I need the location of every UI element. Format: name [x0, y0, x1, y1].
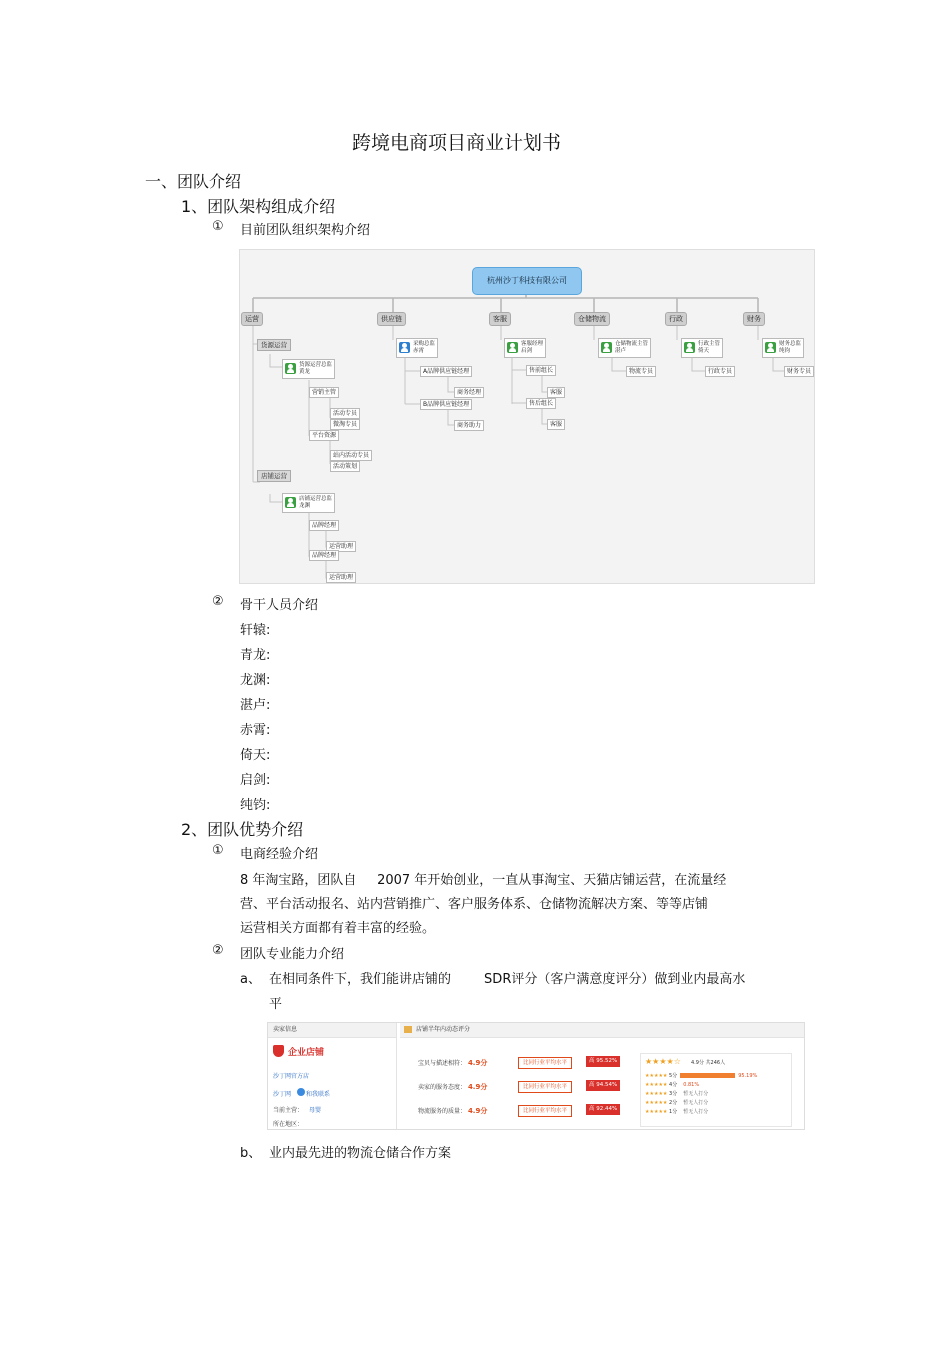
distribution-row [645, 1081, 699, 1089]
admin-staff: 行政专员 [705, 366, 735, 377]
distribution-percent: 暂无人打分 [683, 1100, 709, 1106]
member-name: 龙渊: [240, 673, 271, 688]
ops-lead-sourcing: 货源运营总监 黄龙 [282, 359, 335, 379]
member-name: 湛卢: [240, 698, 271, 713]
person-icon [765, 342, 776, 353]
logistics-staff: 物流专员 [626, 366, 656, 377]
mini-stars-icon: ★★★★★ [645, 1100, 670, 1106]
mini-stars-icon: ★★★★★ [645, 1073, 670, 1079]
person-icon [285, 497, 296, 508]
distribution-percent: 暂无人打分 [683, 1091, 709, 1097]
person-icon [285, 363, 296, 374]
ops-group-store: 店铺运营 [257, 470, 291, 482]
member-name: 纯钧: [240, 798, 271, 813]
paragraph-line: 营、平台活动报名、站内营销推广、客户服务体系、仓储物流解决方案、等等店铺 [240, 897, 709, 912]
rating-summary: 4.9分 共246人 [691, 1060, 726, 1066]
item-text: 骨干人员介绍 [240, 598, 319, 613]
contact-name[interactable]: 沙丁网 [273, 1091, 292, 1098]
item-number: ① [212, 843, 224, 858]
supply-manager: B品牌供应链经理 [420, 399, 472, 410]
category-value: 母婴 [309, 1107, 322, 1114]
member-name: 青龙: [240, 648, 271, 663]
distribution-percent: 0.81% [683, 1082, 700, 1088]
item-number: ① [212, 219, 224, 234]
dsr-label: 物流服务的质量： [418, 1108, 467, 1115]
list-item-text: 在相同条件下，我们能讲店铺的 SDR评分（客户满意度评分）做到业内最高水 [269, 972, 746, 987]
subsection-heading: 2、团队优势介绍 [181, 820, 304, 839]
member-name: 赤霄: [240, 723, 271, 738]
service-staff: 客服 [547, 419, 565, 430]
ops-staff: 活动策划 [330, 461, 360, 472]
distribution-percent: 暂无人打分 [683, 1109, 709, 1115]
service-lead: 客服经理 启剑 [504, 338, 546, 358]
ops-manager: 平台资源 [309, 430, 339, 441]
item-number: ② [212, 594, 224, 609]
dept-admin: 行政 [665, 312, 687, 326]
ops-manager: 营销主管 [309, 387, 339, 398]
person-icon [601, 342, 612, 353]
ops-staff: 活动专员 [330, 408, 360, 419]
org-chart-connectors [240, 250, 814, 583]
admin-lead: 行政主管 倚天 [681, 338, 723, 358]
dsr-row [418, 1057, 487, 1069]
dsr-row [418, 1081, 487, 1093]
person-icon [399, 342, 410, 353]
shop-rating-screenshot [267, 1022, 805, 1130]
distribution-row [645, 1108, 708, 1116]
paragraph-line: 运营相关方面都有着丰富的经验。 [240, 921, 436, 936]
enterprise-badge: 企业店铺 [288, 1048, 325, 1058]
person-icon [684, 342, 695, 353]
distribution-row [645, 1099, 708, 1107]
finance-staff: 财务专员 [784, 366, 814, 377]
chat-icon [297, 1088, 305, 1096]
org-chart-figure [239, 249, 815, 584]
list-item-text: 平 [269, 997, 283, 1012]
mini-stars-icon: ★★★★★ [645, 1091, 670, 1097]
service-staff: 客服 [547, 387, 565, 398]
finance-lead: 财务总监 纯钧 [762, 338, 804, 358]
item-text: 目前团队组织架构介绍 [240, 223, 371, 238]
item-number: ② [212, 943, 224, 958]
dsr-high-badge: 高 95.52% [586, 1056, 620, 1067]
chart-icon [404, 1026, 412, 1033]
dsr-score: 4.9分 [467, 1059, 488, 1067]
dept-service: 客服 [489, 312, 511, 326]
subsection-heading: 1、团队架构组成介绍 [181, 197, 336, 216]
seller-info-header: 卖家信息 [268, 1023, 396, 1038]
distribution-row [645, 1072, 757, 1080]
service-team-lead: 售前组长 [526, 365, 556, 376]
category-label: 当前主营： [273, 1107, 304, 1114]
distribution-label: 3分 [669, 1091, 678, 1097]
member-name: 启剑: [240, 773, 271, 788]
member-name: 倚天: [240, 748, 271, 763]
dsr-panel [400, 1023, 804, 1129]
person-icon [507, 342, 518, 353]
logistics-lead: 仓储物流主管 湛卢 [598, 338, 651, 358]
dsr-header: 店铺半年内动态评分 [400, 1023, 804, 1038]
ops-group-sourcing: 货源运营 [257, 339, 291, 351]
distribution-row [645, 1090, 708, 1098]
mini-stars-icon: ★★★★★ [645, 1082, 670, 1088]
dsr-compare: 比同行业平均水平 [518, 1081, 572, 1093]
dsr-row [418, 1105, 487, 1117]
section-heading: 一、团队介绍 [145, 172, 242, 191]
member-name: 轩辕: [240, 623, 271, 638]
distribution-label: 2分 [669, 1100, 678, 1106]
ops-staff: 微淘专员 [330, 419, 360, 430]
dept-finance: 财务 [743, 312, 765, 326]
ops-staff: 站内活动专员 [330, 450, 372, 461]
distribution-label: 5分 [669, 1073, 678, 1079]
dept-ops: 运营 [241, 312, 263, 326]
ops-manager: 品牌经理 [309, 550, 339, 561]
star-rating-icon: ★★★★☆ [645, 1057, 681, 1066]
ops-lead-store: 店铺运营总监 龙渊 [282, 493, 335, 513]
ops-staff: 运营助理 [326, 541, 356, 552]
dsr-compare: 比同行业平均水平 [518, 1057, 572, 1069]
dsr-high-badge: 高 92.44% [586, 1104, 620, 1115]
item-text: 团队专业能力介绍 [240, 947, 345, 962]
score-distribution [640, 1053, 792, 1127]
dsr-score: 4.9分 [467, 1107, 488, 1115]
shop-link[interactable]: 沙丁网官方店 [273, 1073, 310, 1080]
distribution-label: 1分 [669, 1109, 678, 1115]
paragraph-line: 8 年淘宝路，团队自 2007 年开始创业，一直从事淘宝、天猫店铺运营，在流量经 [240, 873, 727, 888]
seller-info-panel [268, 1023, 397, 1129]
dsr-label: 卖家的服务态度： [418, 1084, 467, 1091]
dept-logistics: 仓储物流 [574, 312, 610, 326]
supply-staff: 商务经理 [454, 387, 484, 398]
mini-stars-icon: ★★★★★ [645, 1109, 670, 1115]
item-text: 电商经验介绍 [240, 847, 319, 862]
dept-supply: 供应链 [377, 312, 406, 326]
distribution-percent: 95.19% [738, 1073, 758, 1079]
list-item-text: 业内最先进的物流仓储合作方案 [269, 1146, 452, 1161]
location-label: 所在地区： [273, 1121, 304, 1128]
service-team-lead: 售后组长 [526, 398, 556, 409]
page-title: 跨境电商项目商业计划书 [352, 132, 562, 154]
supply-staff: 商务助力 [454, 420, 484, 431]
contact-button[interactable]: 和我联系 [306, 1091, 331, 1098]
list-marker: b、 [240, 1146, 262, 1161]
list-marker: a、 [240, 972, 261, 987]
dsr-compare: 比同行业平均水平 [518, 1105, 572, 1117]
ops-staff: 运营助理 [326, 572, 356, 583]
shield-icon [273, 1045, 284, 1057]
org-root-node: 杭州沙丁科技有限公司 [472, 267, 582, 295]
supply-lead: 采购总监 赤霄 [396, 338, 438, 358]
dsr-high-badge: 高 94.54% [586, 1080, 620, 1091]
distribution-label: 4分 [669, 1082, 678, 1088]
supply-manager: A品牌供应链经理 [420, 366, 472, 377]
dsr-score: 4.9分 [467, 1083, 488, 1091]
distribution-bar [680, 1073, 735, 1078]
dsr-label: 宝贝与描述相符： [418, 1060, 467, 1067]
ops-manager: 品牌经理 [309, 520, 339, 531]
